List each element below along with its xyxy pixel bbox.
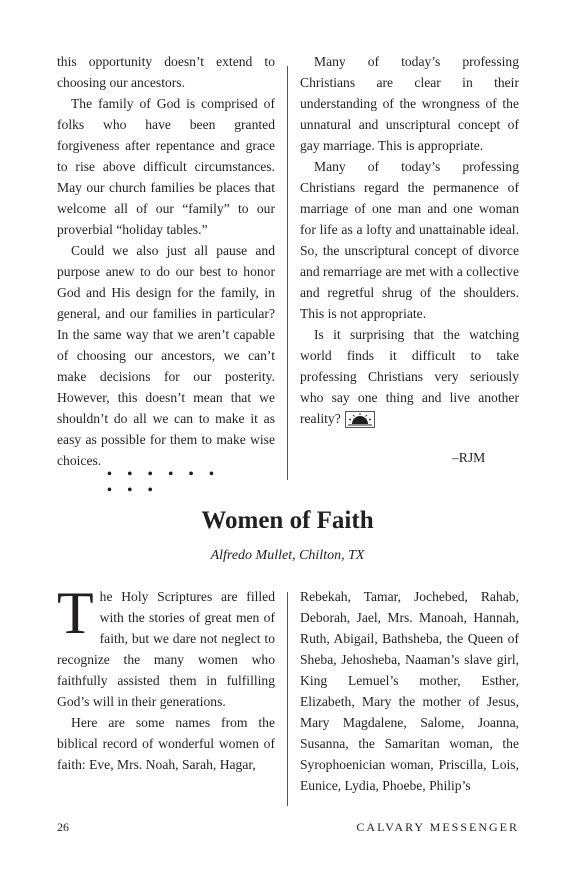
article-title: Women of Faith [201, 507, 374, 534]
article-byline: Alfredo Mullet, Chilton, TX [210, 548, 365, 563]
paragraph: Could we also just all pause and purpose anew to do our best to honor God and His design for the family, in general, and our families in particular? In the same way that we aren’t capable of choosing our ancestors, we can’t make decisions for our posterity. However, this doesn’t mean that we shouldn’t do all we can to make it as easy as possible for them to make wise choices. [57, 243, 275, 468]
publication-name: CALVARY MESSENGER [356, 820, 519, 834]
article1-column-right [300, 51, 519, 429]
paragraph [300, 324, 519, 429]
paragraph: Many of today’s professing Christians regard the permanence of marriage of one man and one woman for life as a lofty and unattainable ideal. So, the unscriptural concept of divorce and remarriage are met with a collective and regretful shrug of the shoulders. This is not appropriate. [300, 159, 519, 321]
sunrise-ornament-icon [345, 411, 375, 428]
paragraph-text: he Holy Scriptures are filled with the stories of great men of faith, but we dare not neglect to recognize the many women who faithfully assisted them in fulfilling God’s will in their generations. [57, 589, 275, 709]
paragraph: Here are some names from the biblical record of wonderful women of faith: Eve, Mrs. Noah, Sarah, Hagar, [57, 715, 275, 772]
paragraph: Many of today’s professing Christians are clear in their understanding of the wrongness of the unnatural and unscriptural concept of gay marriage. This is appropriate. [300, 54, 519, 153]
paragraph [57, 580, 275, 712]
article2-column-left [57, 580, 275, 775]
paragraph: The family of God is comprised of folks who have been granted forgiveness after repentance and grace to rise above difficult circumstances. May our church families be places that welcome all of our “family” to our proverbial “holiday tables.” [57, 96, 275, 237]
article1-column-left [57, 51, 275, 471]
column-divider [287, 592, 288, 806]
page-number: 26 [57, 820, 69, 834]
paragraph: this opportunity doesn’t extend to choosing our ancestors. [57, 54, 275, 90]
column-divider [287, 66, 288, 480]
author-signature: –RJM [452, 450, 486, 465]
drop-cap: T [57, 580, 94, 646]
paragraph-text: Is it surprising that the watching world finds it difficult to take professing Christians very seriously who say one thing and live another reality? [300, 327, 519, 426]
article2-column-right [300, 586, 519, 796]
paragraph: Rebekah, Tamar, Jochebed, Rahab, Deborah, Jael, Mrs. Manoah, Hannah, Ruth, Abigail, Bathsheba, the Queen of Sheba, Jehosheba, Naaman’s slave girl, King Lemuel’s mother, Esther, Elizabeth, Mary the mother of Jesus, Mary Magdalene, Salome, Joanna, Susanna, the Samaritan woman, the Syrophoenician woman, Priscilla, Lois, Eunice, Lydia, Phoebe, Philip’s [300, 589, 519, 793]
section-separator: • • • • • • • • • [107, 467, 220, 498]
